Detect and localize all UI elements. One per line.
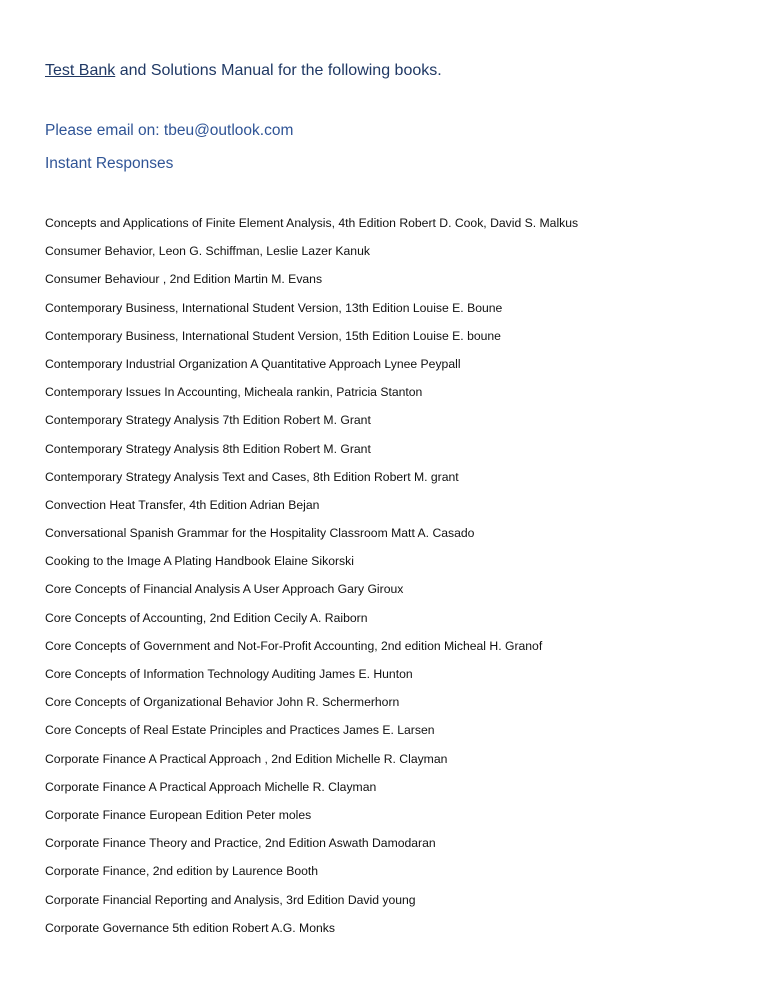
book-list-item: Corporate Governance 5th edition Robert A.G. Monks bbox=[45, 920, 335, 935]
instant-responses-line: Instant Responses bbox=[45, 155, 174, 172]
book-list-item: Cooking to the Image A Plating Handbook Elaine Sikorski bbox=[45, 554, 354, 569]
title-rest-text: and Solutions Manual for the following books. bbox=[115, 62, 442, 79]
email-line: Please email on: tbeu@outlook.com bbox=[45, 122, 294, 139]
book-list-item: Contemporary Industrial Organization A Quantitative Approach Lynee Peypall bbox=[45, 356, 461, 371]
book-list-item: Conversational Spanish Grammar for the Hospitality Classroom Matt A. Casado bbox=[45, 526, 475, 541]
book-list-item: Convection Heat Transfer, 4th Edition Adrian Bejan bbox=[45, 497, 320, 512]
book-list-item: Corporate Finance, 2nd edition by Laurence Booth bbox=[45, 864, 319, 879]
book-list-item: Concepts and Applications of Finite Element Analysis, 4th Edition Robert D. Cook, David S. Malkus bbox=[45, 216, 579, 230]
book-list-item: Core Concepts of Accounting, 2nd Edition Cecily A. Raiborn bbox=[45, 610, 368, 625]
test-bank-link[interactable]: Test Bank bbox=[45, 62, 116, 79]
book-list-item: Core Concepts of Financial Analysis A User Approach Gary Giroux bbox=[45, 582, 404, 597]
book-list-item: Contemporary Issues In Accounting, Micheala rankin, Patricia Stanton bbox=[45, 385, 423, 400]
book-list-item: Corporate Finance A Practical Approach , 2nd Edition Michelle R. Clayman bbox=[45, 751, 448, 766]
book-list-item: Core Concepts of Government and Not-For-Profit Accounting, 2nd edition Micheal H. Granof bbox=[45, 638, 543, 653]
book-list-item: Corporate Finance European Edition Peter moles bbox=[45, 807, 312, 822]
page-title bbox=[45, 62, 442, 80]
book-list-item: Consumer Behavior, Leon G. Schiffman, Leslie Lazer Kanuk bbox=[45, 244, 370, 259]
book-list-item: Contemporary Strategy Analysis 7th Edition Robert M. Grant bbox=[45, 413, 371, 428]
book-list-item: Core Concepts of Real Estate Principles and Practices James E. Larsen bbox=[45, 723, 435, 738]
book-list-item: Contemporary Business, International Student Version, 13th Edition Louise E. Boune bbox=[45, 300, 503, 315]
book-list-item: Contemporary Business, International Student Version, 15th Edition Louise E. boune bbox=[45, 328, 501, 343]
book-list-item: Consumer Behaviour , 2nd Edition Martin M. Evans bbox=[45, 272, 323, 287]
book-list-item: Corporate Finance Theory and Practice, 2nd Edition Aswath Damodaran bbox=[45, 836, 436, 851]
book-list-item: Corporate Financial Reporting and Analysis, 3rd Edition David young bbox=[45, 892, 416, 907]
book-list-item: Core Concepts of Information Technology Auditing James E. Hunton bbox=[45, 667, 413, 681]
book-list-item: Core Concepts of Organizational Behavior John R. Schermerhorn bbox=[45, 695, 400, 710]
book-list-item: Contemporary Strategy Analysis Text and Cases, 8th Edition Robert M. grant bbox=[45, 469, 459, 484]
book-list-item: Corporate Finance A Practical Approach Michelle R. Clayman bbox=[45, 779, 377, 794]
book-list bbox=[45, 214, 578, 947]
book-list-item: Contemporary Strategy Analysis 8th Edition Robert M. Grant bbox=[45, 441, 371, 456]
